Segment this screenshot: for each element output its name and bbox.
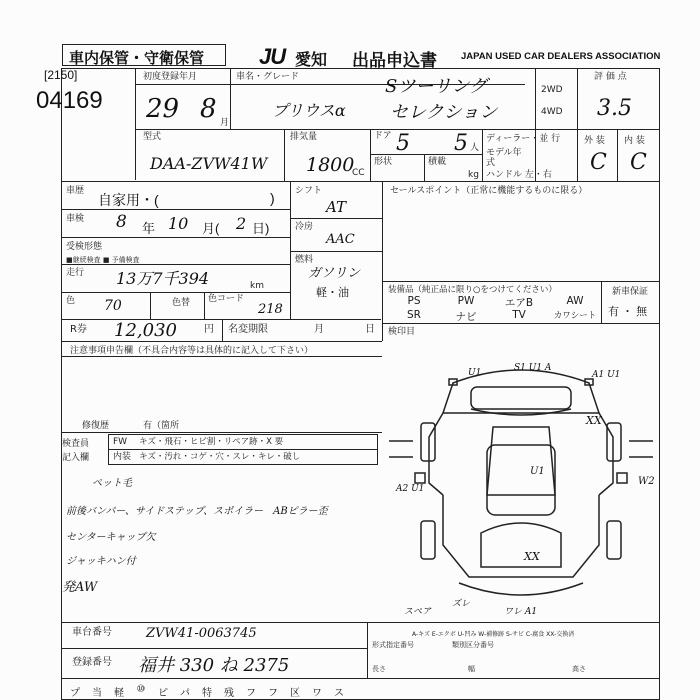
seats-unit: 人 [470, 143, 480, 153]
storage-title: 車内保管・守衛保管 [69, 50, 205, 67]
score-label: 評 価 点 [594, 72, 627, 82]
month-unit: 月 [220, 118, 230, 128]
equipment-label: 装備品（純正品に限り○をつけてください） [388, 285, 557, 295]
handle-label: ハンドル 左・右 [486, 170, 552, 180]
equipment-item-5: ナビ [455, 311, 477, 323]
bottom-row-item-12: ス [334, 688, 344, 699]
mark-roof: U1 [530, 466, 545, 477]
displacement-label: 排気量 [290, 132, 318, 142]
history-label: 車歴 [66, 186, 85, 196]
name-change-month: 月 [314, 324, 324, 335]
handwritten-note-1: ペット毛 [92, 478, 132, 489]
mark-left-side: A2 U1 [396, 484, 425, 494]
exterior-label: 外 装 [584, 136, 605, 146]
handwritten-note-2: 前後バンパー、サイドステップ、スポイラー ABピラー歪 [66, 506, 328, 517]
seats-value: 5 [454, 131, 468, 156]
sales-point-label: セールスポイント（正常に機能するものに限る） [390, 186, 588, 196]
mark-front-right: A1 U1 [592, 370, 621, 380]
color-code-label: 色コード [208, 294, 245, 304]
fuel-alt: 軽・油 [316, 287, 349, 299]
displacement-value: 1800 [306, 154, 355, 176]
new-car-warranty-label: 新車保証 [612, 287, 649, 297]
plate-label: 登録番号 [72, 657, 112, 668]
yen-unit: 円 [204, 324, 214, 335]
chassis-value: ZVW41-0063745 [146, 626, 257, 641]
cc-unit: CC [352, 168, 365, 178]
record-entry-label: 記入欄 [62, 453, 90, 463]
mark-rear-left: ズレ [452, 599, 471, 609]
interior-label: 内 装 [624, 136, 645, 146]
bottom-row-item-7: 残 [224, 688, 234, 699]
grade-value-2: セレクション [390, 102, 498, 123]
inspection-month-unit: 月( [202, 221, 220, 236]
shift-label: シフト [295, 186, 323, 196]
shift-value: AT [326, 198, 347, 216]
equipment-item-4: SR [407, 309, 421, 321]
grade-value: Sツーリング [385, 76, 487, 97]
drive-2wd: 2WD [541, 85, 563, 95]
mark-rear-bottom: ワレ A1 [504, 607, 538, 617]
bottom-row-item-6: 特 [202, 688, 212, 699]
car-damage-diagram [385, 345, 657, 625]
dealer-label: ディーラー・並 行 [486, 134, 561, 144]
car-name-label: 車名・グレード [236, 72, 300, 82]
bottom-row-item-5: パ [180, 688, 190, 699]
color-change-label: 色替 [172, 298, 191, 308]
recycle-label: R券 [70, 324, 87, 335]
model-label: 型式 [143, 132, 162, 142]
color-label: 色 [66, 296, 76, 306]
notes-label: 注意事項申告欄（不具合内容等は具体的に記入して下さい） [70, 346, 314, 356]
inspection-day-unit: 日) [252, 221, 270, 236]
chassis-sub-label-1: 類別区分番号 [452, 641, 494, 649]
handwritten-note-5: 発AW [62, 580, 98, 595]
repair-with-label: 有（箇所 [143, 421, 180, 431]
record-inspector-label: 検査員 [62, 439, 90, 449]
inspection-day: 2 [236, 214, 247, 233]
ac-value: AAC [326, 232, 355, 247]
fw-items: キズ・飛石・ヒビ割・リペア跡・X 要 [139, 437, 284, 447]
mark-front-center: S1 U1 A [514, 363, 552, 373]
chassis-sub-label-0: 形式指定番号 [372, 641, 414, 649]
repair-history-label: 修復歴 [82, 421, 110, 431]
plate-value: 福井 330 ね 2375 [138, 655, 290, 676]
inspection-label: 車検 [66, 214, 85, 224]
bottom-row-item-0: プ [70, 688, 80, 699]
name-change-day: 日 [365, 324, 375, 335]
chassis-sub-label-4: 高さ [572, 665, 586, 673]
chassis-sub-label-2: 長さ [372, 665, 386, 673]
acceptance-label: 受検形態 [66, 242, 103, 252]
mark-front-left: U1 [468, 368, 482, 378]
color-value: 70 [104, 298, 122, 314]
diagram-legend: A-キズ E-エクボ U-凹み W-補修跡 S-サビ C-腐食 XX-交換済 [412, 631, 575, 638]
first-reg-month: 8 [200, 94, 217, 124]
doors-value: 5 [396, 131, 410, 156]
mileage-label: 走行 [66, 268, 85, 278]
name-change-label: 名変期限 [228, 324, 268, 335]
bottom-row-item-1: 当 [92, 688, 102, 699]
interior-record-label: 内装 [113, 452, 132, 462]
doors-label: ドア [374, 131, 392, 141]
fw-row [108, 434, 378, 450]
storage-title-box [62, 44, 226, 66]
km-unit: km [250, 281, 264, 291]
acceptance-note: ■継続検査 ■ 予備検査 [66, 256, 140, 264]
form-title: 出品申込書 [352, 51, 437, 70]
mark-right-rear: W2 [638, 476, 655, 487]
inspection-year: 8 [116, 212, 127, 232]
history-value: 自家用・( [98, 192, 159, 208]
car-name-value: プリウスα [272, 101, 346, 120]
warranty-options: 有 ・ 無 [608, 306, 648, 318]
recycle-value: 12,030 [114, 320, 177, 341]
bottom-row-item-3: ⑩ [136, 684, 146, 695]
kg-unit: kg [468, 170, 479, 180]
inspection-year-unit: 年 [142, 221, 156, 236]
ac-label: 冷房 [295, 222, 314, 232]
bottom-row-item-8: フ [246, 688, 256, 699]
bottom-row-item-2: 軽 [114, 688, 124, 699]
mark-right-panel: XX [586, 414, 602, 427]
equipment-item-6: TV [512, 309, 526, 321]
handwritten-note-4: ジャッキハン付 [66, 556, 136, 567]
bottom-row-item-9: フ [268, 688, 278, 699]
chassis-sub-label-3: 幅 [468, 665, 475, 673]
fuel-value: ガソリン [308, 266, 361, 281]
mileage-value: 13万7千394 [116, 269, 210, 288]
org-name: 愛知 [295, 52, 328, 69]
color-code-value: 218 [258, 302, 283, 317]
model-value: DAA-ZVW41W [150, 154, 268, 173]
chassis-label: 車台番号 [72, 627, 112, 638]
equipment-item-7: カワシート [553, 311, 597, 321]
bottom-row-item-4: ピ [158, 688, 168, 699]
fuel-label: 燃料 [295, 255, 314, 265]
fw-label: FW [113, 437, 128, 447]
score-value: 3.5 [597, 96, 632, 121]
drive-4wd: 4WD [541, 107, 563, 117]
mark-spare: スペア [404, 607, 432, 617]
shape-label: 形状 [374, 157, 393, 167]
lane-code: [2150] [44, 68, 78, 82]
handwritten-note-3: センターキャップ欠 [66, 532, 156, 543]
equipment-item-0: PS [407, 295, 421, 307]
exterior-value: C [590, 150, 607, 175]
first-reg-year: 29 [146, 94, 180, 124]
inspector-stamp-label: 検印目 [388, 327, 416, 337]
equipment-item-2: エアB [504, 297, 534, 309]
mark-rear-center: XX [524, 550, 540, 563]
equipment-item-3: AW [566, 295, 584, 307]
interior-items: キズ・汚れ・コゲ・穴・スレ・キレ・破し [139, 452, 301, 462]
interior-value: C [630, 150, 647, 175]
capacity-label: 積載 [428, 157, 447, 167]
model-year-label: モデル年式 [486, 148, 522, 168]
bottom-row-item-10: 区 [290, 688, 300, 699]
org-english: JAPAN USED CAR DEALERS ASSOCIATION [461, 51, 661, 62]
equipment-item-1: PW [457, 295, 475, 307]
bottom-row-item-11: ワ [312, 688, 322, 699]
ju-logo: JU [259, 44, 286, 69]
first-reg-label: 初度登録年月 [143, 72, 198, 82]
history-close: ) [270, 190, 275, 206]
inspection-month: 10 [168, 214, 189, 233]
lot-number: 04169 [36, 87, 103, 114]
interior-row [108, 449, 378, 465]
